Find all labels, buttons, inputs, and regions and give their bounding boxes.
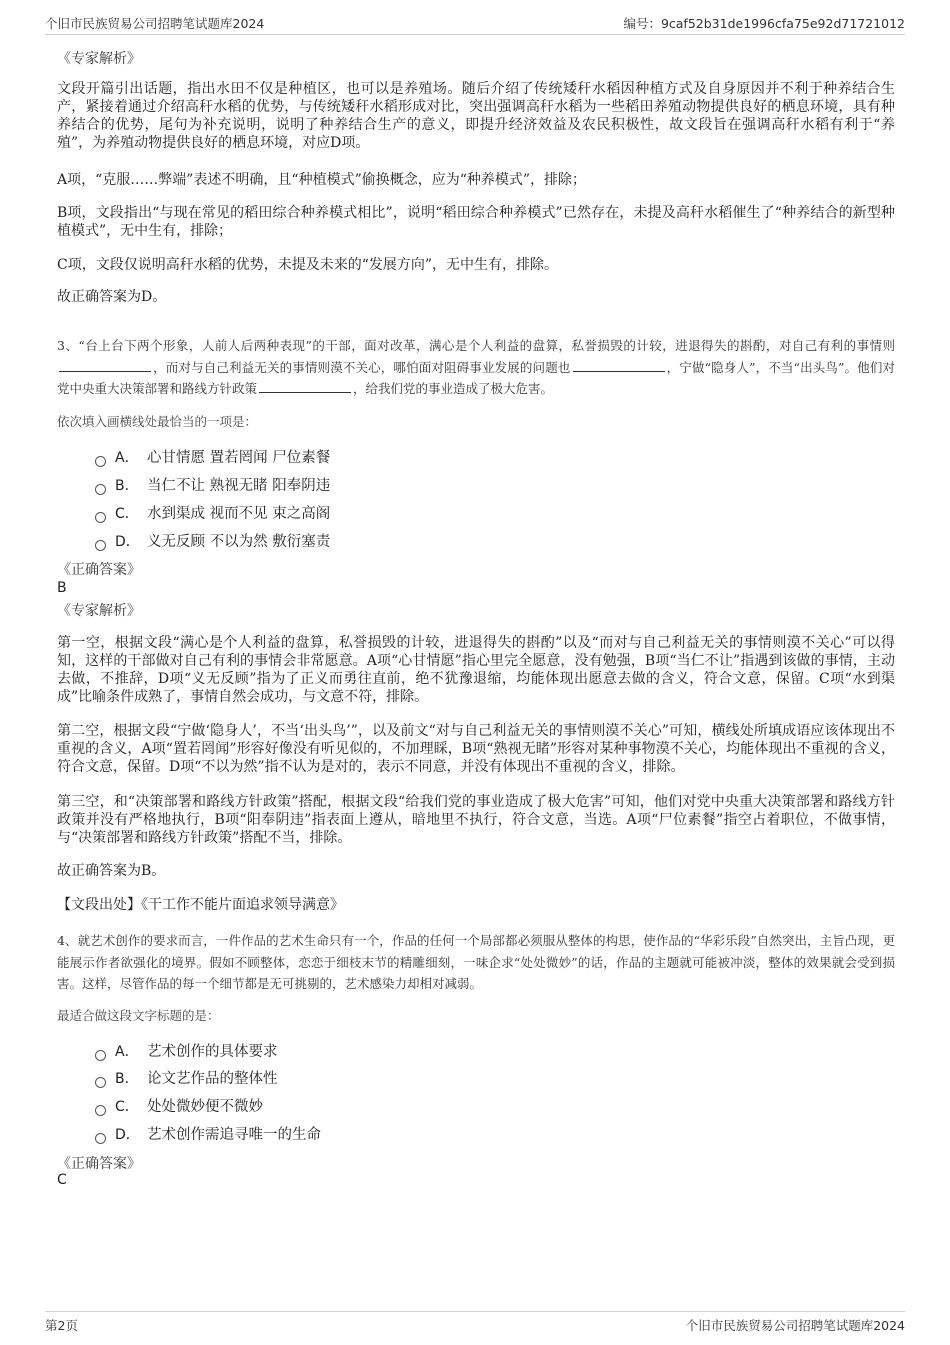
q3-blank-2[interactable]	[573, 359, 665, 372]
header-title: 个旧市民族贸易公司招聘笔试题库2024	[45, 16, 265, 31]
q4-option-c[interactable]: C． 处处微妙便不微妙	[95, 1095, 263, 1116]
footer-page-number: 第2页	[45, 1318, 78, 1333]
q4-answer-label: 《正确答案》	[57, 1156, 141, 1172]
q3-stem-part3: ，宁做“隐身人”，不当“出头鸟”。他们对党中央重大决策部署和路线方针政策	[57, 359, 895, 396]
q3-stem	[57, 335, 895, 400]
q3-analysis-p1: 第一空，根据文段“满心是个人利益的盘算，私誉损毁的计较，进退得失的斟酌”以及“而对与自己利益无关的事情则漠不关心”可以得知，这样的干部做对自己有利的事情会非常愿意。A项“心甘情愿”指心里完全愿意，没有勉强，B项“当仁不让”指遇到该做的事情，主动去做，不推辞，D项“义无反顾”指为了正义而勇往直前，绝不犹豫退缩，均能体现出愿意去做的含义，符合文意，保留。C项“水到渠成”比喻条件成熟了，事情自然会成功，与文意不符，排除。	[57, 635, 895, 705]
q3-source: 【文段出处】《干工作不能片面追求领导满意》	[57, 897, 344, 913]
q3-option-d[interactable]: D． 义无反顾 不以为然 敷衍塞责	[95, 530, 330, 551]
radio-icon[interactable]	[95, 1050, 106, 1061]
q2-analysis-p3: B项，文段指出“与现在常见的稻田综合种养模式相比”，说明“稻田综合种养模式”已然存在，未提及高秆水稻催生了“种养结合的新型种植模式”，无中生有，排除；	[57, 205, 895, 239]
q3-prompt: 依次填入画横线处最恰当的一项是：	[57, 414, 258, 429]
q3-analysis-p3: 第三空，和“决策部署和路线方针政策”搭配，根据文段“给我们党的事业造成了极大危害”可知，他们对党中央重大决策部署和路线方针政策并没有严格地执行，B项“阳奉阴违”指表面上遵从，暗地里不执行，符合文意，当选。A项“尸位素餐”指空占着职位，不做事情，与“决策部署和路线方针政策”搭配不当，排除。	[57, 794, 895, 846]
radio-icon[interactable]	[95, 1077, 106, 1088]
q4-option-b[interactable]: B． 论文艺作品的整体性	[95, 1067, 278, 1088]
q3-option-b[interactable]: B． 当仁不让 熟视无睹 阳奉阴违	[95, 474, 330, 495]
q3-answer-line: 故正确答案为B。	[57, 863, 166, 879]
q3-blank-3[interactable]	[259, 380, 351, 393]
q3-answer-label: 《正确答案》	[57, 562, 141, 578]
q3-option-c[interactable]: C． 水到渠成 视而不见 束之高阁	[95, 502, 330, 523]
radio-icon[interactable]	[95, 456, 106, 467]
page-footer	[45, 1311, 905, 1338]
q2-analysis-p2: A项，“克服……弊端”表述不明确，且“种植模式”偷换概念，应为“种养模式”，排除；	[57, 172, 587, 188]
q3-stem-part4: ，给我们党的事业造成了极大危害。	[353, 381, 554, 396]
q2-analysis-p1: 文段开篇引出话题，指出水田不仅是种植区，也可以是养殖场。随后介绍了传统矮秆水稻因种植方式及自身原因并不利于种养结合生产，紧接着通过介绍高秆水稻的优势，与传统矮秆水稻形成对比，突出强调高秆水稻为一些稻田养殖动物提供良好的栖息环境，具有种养结合的优势，尾句为补充说明，说明了种养结合生产的意义，即提升经济效益及农民积极性，故文段旨在强调高秆水稻有利于“养殖”，为养殖动物提供良好的栖息环境，对应D项。	[57, 81, 895, 151]
q2-analysis-label: 《专家解析》	[57, 51, 141, 67]
q2-answer-line: 故正确答案为D。	[57, 289, 167, 305]
q3-analysis-label: 《专家解析》	[57, 603, 141, 619]
q4-stem: 4、就艺术创作的要求而言，一件作品的艺术生命只有一个，作品的任何一个局部都必须服从整体的构思，使作品的“华彩乐段”自然突出，主旨凸现，更能展示作者欲强化的境界。假如不顾整体，恋恋于细枝末节的精雕细刻，一味企求“处处微妙”的话，作品的主题就可能被冲淡，整体的效果就会受到损害。这样，尽管作品的每一个细节都是无可挑剔的，艺术感染力却相对减弱。	[57, 933, 895, 991]
q3-answer: B	[57, 580, 67, 596]
q3-option-a[interactable]: A． 心甘情愿 置若罔闻 尸位素餐	[95, 446, 330, 467]
q4-option-a[interactable]: A． 艺术创作的具体要求	[95, 1040, 278, 1061]
page-header	[45, 12, 905, 35]
footer-title: 个旧市民族贸易公司招聘笔试题库2024	[685, 1318, 905, 1333]
q4-prompt: 最适合做这段文字标题的是：	[57, 1008, 220, 1023]
q4-answer: C	[57, 1172, 67, 1188]
radio-icon[interactable]	[95, 1105, 106, 1116]
q3-stem-part2: ，而对与自己利益无关的事情则漠不关心，哪怕面对阻碍事业发展的问题也	[153, 359, 571, 375]
q3-analysis-p2: 第二空，根据文段“宁做‘隐身人’，不当‘出头鸟’”，以及前文“对与自己利益无关的事情则漠不关心”可知，横线处所填成语应该体现出不重视的含义，A项“置若罔闻”形容好像没有听见似的，不加理睬，B项“熟视无睹”形容对某种事物漠不关心，均能体现出不重视的含义，符合文意，保留。D项“不以为然”指不认为是对的，表示不同意，并没有体现出不重视的含义，排除。	[57, 723, 895, 775]
radio-icon[interactable]	[95, 512, 106, 523]
radio-icon[interactable]	[95, 540, 106, 551]
radio-icon[interactable]	[95, 484, 106, 495]
q2-analysis-p4: C项，文段仅说明高秆水稻的优势，未提及未来的“发展方向”，无中生有，排除。	[57, 257, 559, 273]
q4-option-d[interactable]: D． 艺术创作需追寻唯一的生命	[95, 1123, 321, 1144]
radio-icon[interactable]	[95, 1133, 106, 1144]
q3-blank-1[interactable]	[59, 359, 151, 372]
q3-stem-part1: 3、“台上台下两个形象，人前人后两种表现”的干部，面对改革，满心是个人利益的盘算，私誉损毁的计较，进退得失的斟酌，对自己有利的事情则	[57, 338, 895, 353]
header-code: 编号：9caf52b31de1996cfa75e92d71721012	[623, 16, 905, 31]
